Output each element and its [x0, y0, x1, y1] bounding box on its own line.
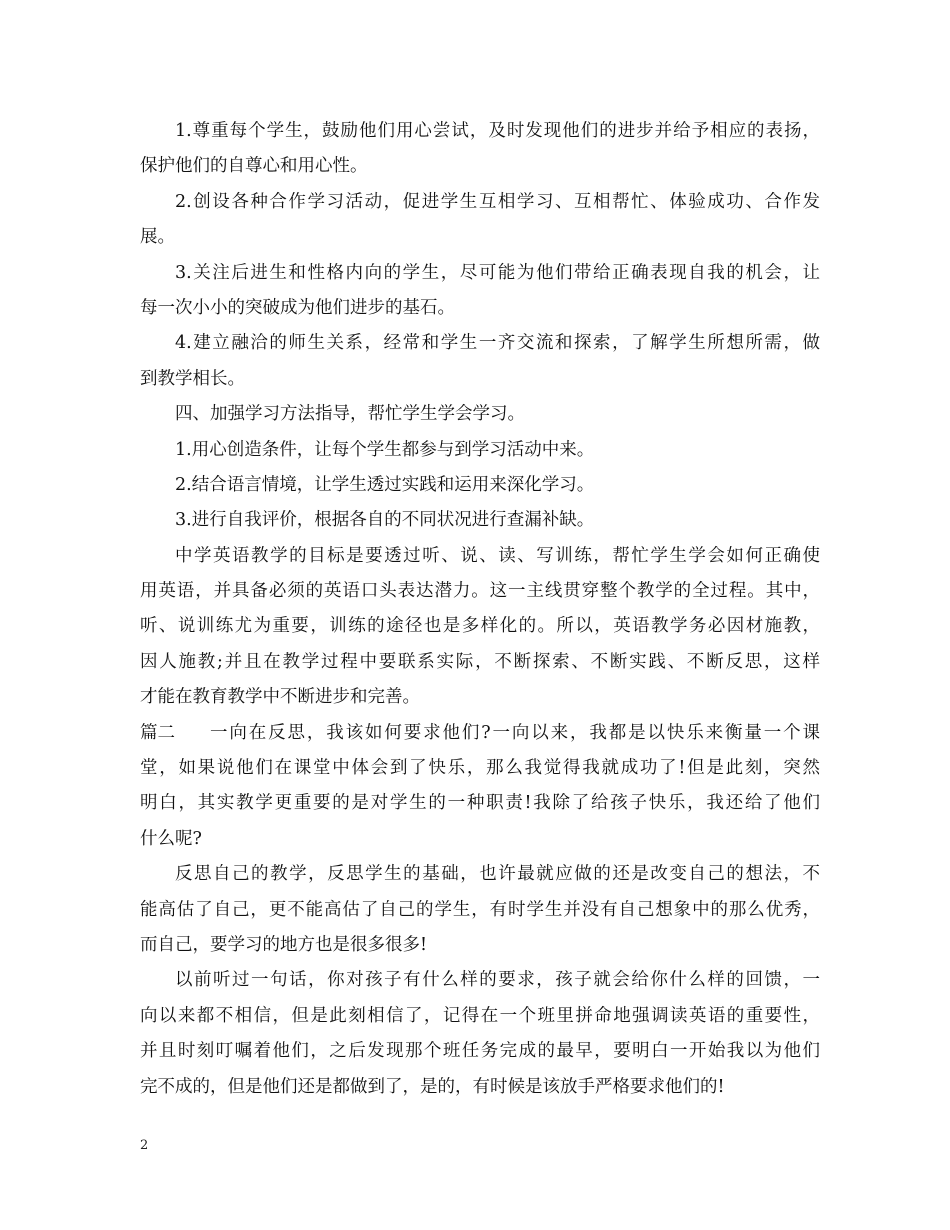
text-line: 2.创设各种合作学习活动，促进学生互相学习、互相帮忙、体验成功、合作发	[175, 191, 820, 212]
text-line: 能高估了自己，更不能高估了自己的学生，有时学生并没有自己想象中的那么优秀，	[140, 899, 820, 920]
text-line: 保护他们的自尊心和用心性。	[140, 156, 368, 177]
text-line: 因人施教;并且在教学过程中要联系实际，不断探索、不断实践、不断反思，这样	[140, 651, 820, 672]
text-line: 反思自己的教学，反思学生的基础，也许最就应做的还是改变自己的想法，不	[175, 864, 820, 885]
text-line: 听、说训练尤为重要，训练的途径也是多样化的。所以，英语教学务必因材施教，	[140, 616, 820, 637]
text-line: 而自己，要学习的地方也是很多很多!	[140, 934, 428, 955]
document-body	[140, 114, 820, 1105]
text-line: 3.进行自我评价，根据各自的不同状况进行查漏补缺。	[175, 510, 595, 531]
text-line: 堂，如果说他们在课堂中体会到了快乐，那么我觉得我就成功了!但是此刻，突然	[140, 758, 820, 779]
text-line: 2.结合语言情境，让学生透过实践和运用来深化学习。	[175, 474, 595, 495]
text-line: 完不成的，但是他们还是都做到了，是的，有时候是该放手严格要求他们的!	[140, 1076, 725, 1097]
text-line: 向以来都不相信，但是此刻相信了，记得在一个班里拼命地强调读英语的重要性，	[140, 1005, 820, 1026]
text-line: 才能在教育教学中不断进步和完善。	[140, 687, 420, 708]
text-line: 明白，其实教学更重要的是对学生的一种职责!我除了给孩子快乐，我还给了他们	[140, 793, 820, 814]
text-line: 并且时刻叮嘱着他们，之后发现那个班任务完成的最早，要明白一开始我以为他们	[140, 1041, 820, 1062]
text-line: 以前听过一句话，你对孩子有什么样的要求，孩子就会给你什么样的回馈，一	[175, 970, 820, 991]
text-line: 一向在反思，我该如何要求他们?一向以来，我都是以快乐来衡量一个课	[210, 722, 820, 743]
section-label-line	[140, 716, 820, 751]
text-line: 1.用心创造条件，让每个学生都参与到学习活动中来。	[175, 439, 595, 460]
section-label: 篇二	[140, 722, 175, 743]
text-line: 1.尊重每个学生，鼓励他们用心尝试，及时发现他们的进步并给予相应的表扬，	[175, 121, 820, 141]
text-line: 4.建立融洽的师生关系，经常和学生一齐交流和探索，了解学生所想所需，做	[175, 333, 820, 354]
text-line: 什么呢?	[140, 828, 202, 849]
text-line: 用英语，并具备必须的英语口头表达潜力。这一主线贯穿整个教学的全过程。其中，	[140, 581, 820, 602]
text-line: 展。	[140, 227, 175, 248]
text-line: 每一次小小的突破成为他们进步的基石。	[140, 297, 455, 318]
text-line: 3.关注后进生和性格内向的学生，尽可能为他们带给正确表现自我的机会，让	[175, 262, 820, 283]
section-heading: 四、加强学习方法指导，帮忙学生学会学习。	[175, 404, 525, 425]
page-number: 2	[140, 1138, 149, 1153]
text-line: 中学英语教学的目标是要透过听、说、读、写训练，帮忙学生学会如何正确使	[175, 545, 820, 566]
text-line: 到教学相长。	[140, 368, 245, 389]
